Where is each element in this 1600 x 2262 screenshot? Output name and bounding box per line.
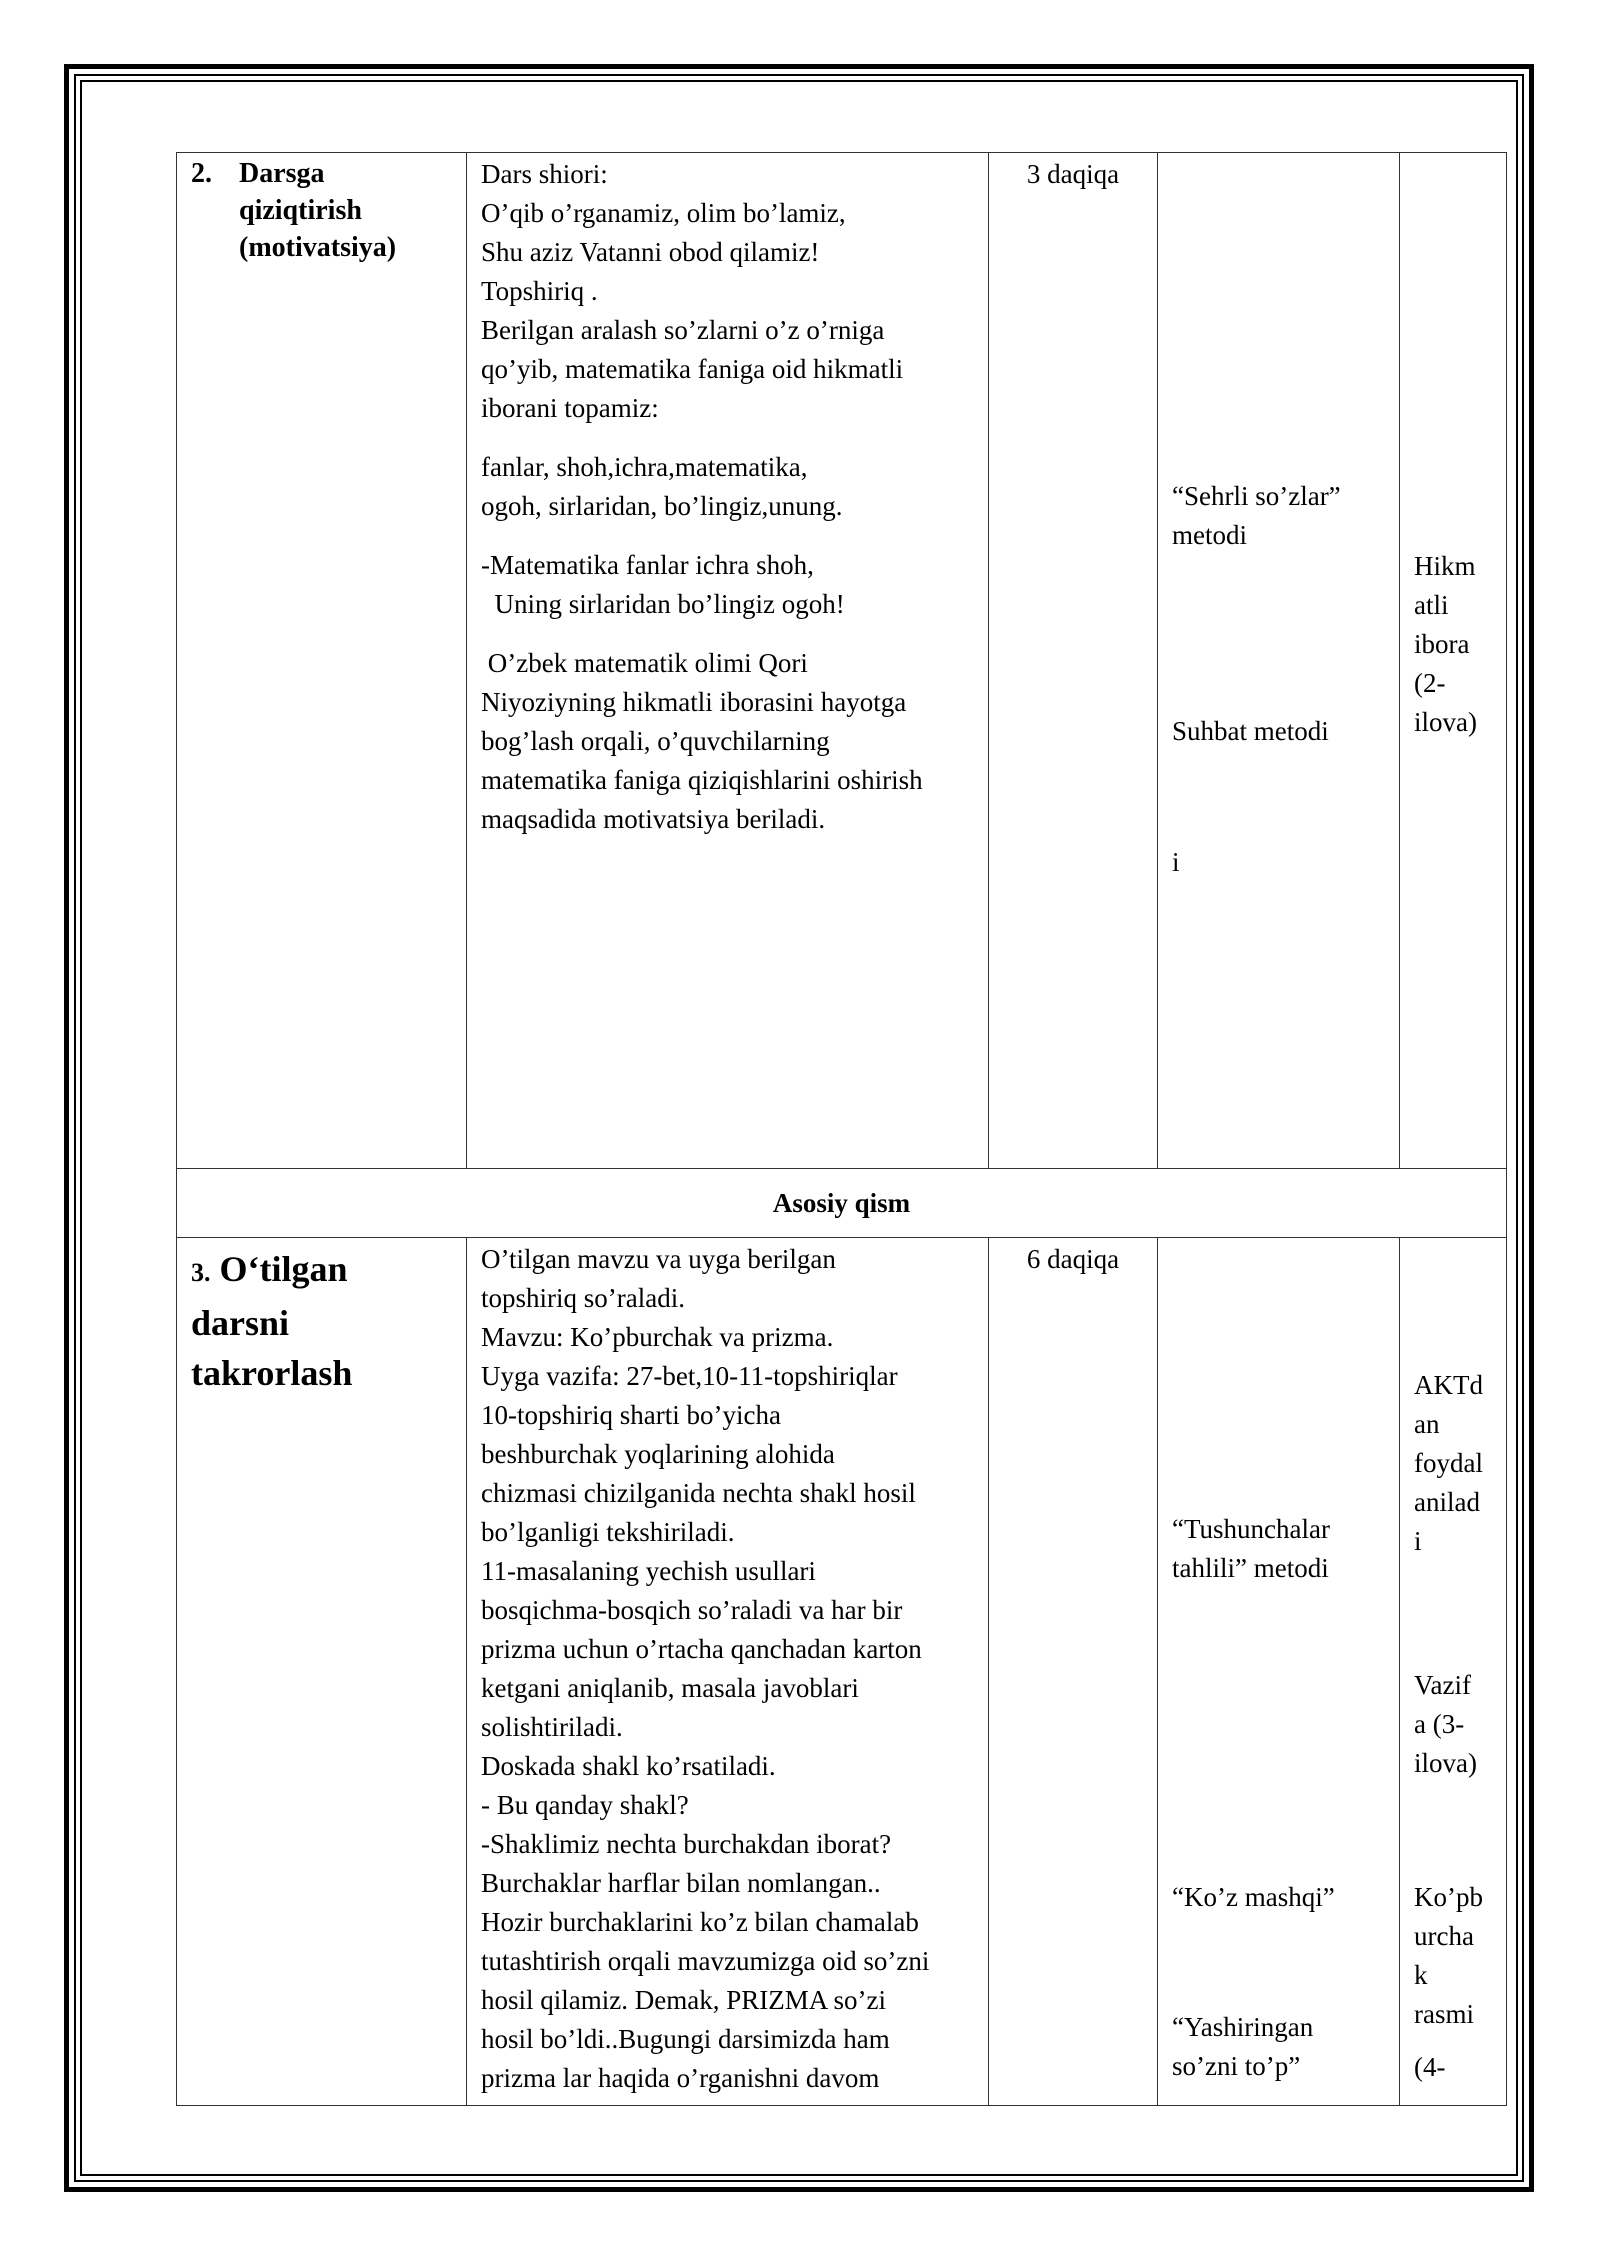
stage-title	[191, 1244, 451, 1398]
text-line: Dars shiori:	[481, 159, 608, 189]
text-line: chizmasi chizilganida nechta shakl hosil	[481, 1478, 916, 1508]
resource-cell	[1400, 153, 1507, 1169]
stage-number: 3.	[191, 1258, 211, 1287]
text-line: Hozir burchaklarini ko’z bilan chamalab	[481, 1907, 919, 1937]
stage-label-line: O‘tilgan	[219, 1249, 348, 1289]
text-line: Doskada shakl ko’rsatiladi.	[481, 1751, 776, 1781]
resource-text: Hikm atli ibora (2- ilova)	[1414, 551, 1477, 737]
stage-label-line: Darsga	[239, 158, 325, 189]
text-line: -Matematika fanlar ichra shoh,	[481, 550, 814, 580]
content-cell	[467, 153, 989, 1169]
method-eye-exercise: “Ko’z mashqi”	[1172, 1882, 1335, 1912]
stage-title	[191, 155, 439, 266]
stage-label-line: qiziqtirish	[239, 195, 362, 226]
stage-number: 2.	[191, 158, 212, 189]
text-line: 11-masalaning yechish usullari	[481, 1556, 816, 1586]
text-line: Berilgan aralash so’zlarni o’z o’rniga	[481, 315, 885, 345]
time-cell	[989, 1238, 1158, 2106]
text-line: O’tilgan mavzu va uyga berilgan	[481, 1244, 836, 1274]
method-hidden-word: “Yashiringan so’zni to’p”	[1172, 2012, 1314, 2081]
table-row-stage-2	[177, 153, 1507, 1169]
stage-label-line: (motivatsiya)	[239, 232, 397, 263]
text-line: hosil bo’ldi..Bugungi darsimizda ham	[481, 2024, 890, 2054]
method-conversation: Suhbat metodi	[1172, 716, 1329, 746]
section-title: Asosiy qism	[177, 1169, 1507, 1238]
text-line: bosqichma-bosqich so’raladi va har bir	[481, 1595, 903, 1625]
method-extra: i	[1172, 847, 1180, 877]
text-line: 10-topshiriq sharti bo’yicha	[481, 1400, 781, 1430]
text-line: tutashtirish orqali mavzumizga oid so’zni	[481, 1946, 930, 1976]
text-line: qo’yib, matematika faniga oid hikmatli	[481, 354, 904, 384]
text-line: ketgani aniqlanib, masala javoblari	[481, 1673, 859, 1703]
resource-task: Vazif a (3- ilova)	[1414, 1670, 1477, 1778]
stage-cell	[177, 1238, 467, 2106]
resource-ict: AKTd an foydal anilad i	[1414, 1370, 1483, 1556]
text-line: topshiriq so’raladi.	[481, 1283, 685, 1313]
stage-cell	[177, 153, 467, 1169]
text-line: maqsadida motivatsiya beriladi.	[481, 804, 826, 834]
lesson-plan-table	[176, 152, 1507, 2106]
text-line: -Shaklimiz nechta burchakdan iborat?	[481, 1829, 892, 1859]
text-line: Mavzu: Ko’pburchak va prizma.	[481, 1322, 834, 1352]
content-text	[481, 1240, 982, 2098]
text-line: bog’lash orqali, o’quvchilarning	[481, 726, 830, 756]
text-line: solishtiriladi.	[481, 1712, 623, 1742]
content-text	[481, 155, 982, 839]
text-line: Burchaklar harflar bilan nomlangan..	[481, 1868, 881, 1898]
text-line: Niyoziyning hikmatli iborasini hayotga	[481, 687, 907, 717]
text-line: matematika faniga qiziqishlarini oshirish	[481, 765, 923, 795]
text-line: hosil qilamiz. Demak, PRIZMA so’zi	[481, 1985, 886, 2015]
resource-appendix: (4-	[1414, 2052, 1446, 2082]
text-line: - Bu qanday shakl?	[481, 1790, 689, 1820]
text-line: Shu aziz Vatanni obod qilamiz!	[481, 237, 820, 267]
text-line: prizma lar haqida o’rganishni davom	[481, 2063, 880, 2093]
stage-label-line: takrorlash	[191, 1353, 353, 1393]
stage-label-line: darsni	[191, 1303, 290, 1343]
duration-text: 6 daqiqa	[1026, 1244, 1120, 1274]
text-line: iborani topamiz:	[481, 393, 659, 423]
text-line: prizma uchun o’rtacha qanchadan karton	[481, 1634, 922, 1664]
content-cell	[467, 1238, 989, 2106]
resource-polygon-picture: Ko’pb urcha k rasmi	[1414, 1882, 1483, 2029]
duration-text: 3 daqiqa	[1026, 159, 1120, 189]
text-line: Uning sirlaridan bo’lingiz ogoh!	[481, 589, 845, 619]
text-line: fanlar, shoh,ichra,matematika,	[481, 452, 808, 482]
text-line: Uyga vazifa: 27-bet,10-11-topshiriqlar	[481, 1361, 898, 1391]
text-line: Topshiriq .	[481, 276, 598, 306]
table-row-stage-3	[177, 1238, 1507, 2106]
text-line: ogoh, sirlaridan, bo’lingiz,unung.	[481, 491, 843, 521]
method-magic-words: “Sehrli so’zlar” metodi	[1172, 481, 1341, 550]
section-row	[177, 1169, 1507, 1238]
text-line: beshburchak yoqlarining alohida	[481, 1439, 835, 1469]
time-cell	[989, 153, 1158, 1169]
text-line: O’qib o’rganamiz, olim bo’lamiz,	[481, 198, 846, 228]
method-cell	[1158, 1238, 1400, 2106]
text-line: bo’lganligi tekshiriladi.	[481, 1517, 735, 1547]
method-concept-analysis: “Tushunchalar tahlili” metodi	[1172, 1514, 1330, 1583]
text-line: O’zbek matematik olimi Qori	[481, 648, 808, 678]
method-cell	[1158, 153, 1400, 1169]
resource-cell	[1400, 1238, 1507, 2106]
